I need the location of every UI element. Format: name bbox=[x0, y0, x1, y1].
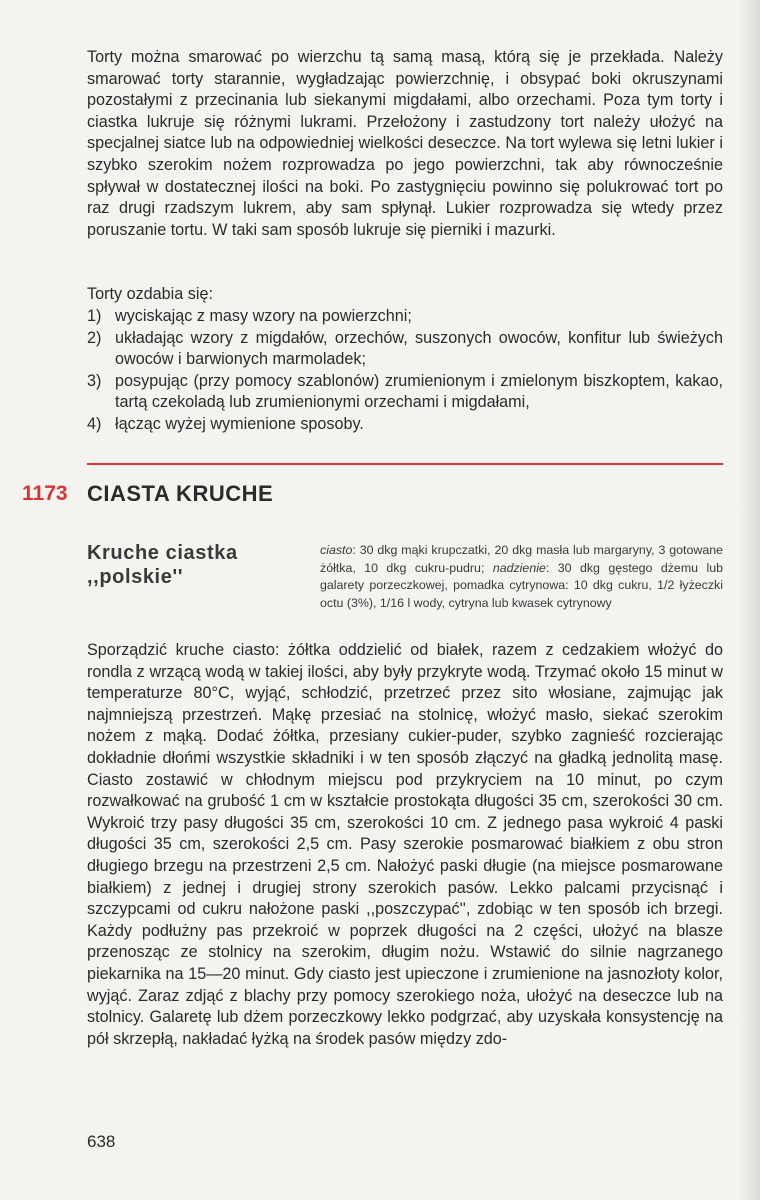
ingredients-text: : 30 dkg gęstego dżemu lub galarety porzeczkowej, pomadka cytrynowa: 10 dkg cukru, 1/2 łyżeczki octu (3%), 1/16 l wody, cytryna lub kwasek cytrynowy bbox=[320, 560, 723, 610]
list-item-number: 2) bbox=[87, 328, 102, 347]
page-edge-shadow bbox=[738, 0, 760, 1200]
recipe-title-line: ,,polskie'' bbox=[87, 566, 184, 588]
page-number: 638 bbox=[87, 1132, 116, 1151]
list-item-number: 3) bbox=[87, 371, 102, 390]
ingredients-label: ciasto bbox=[320, 543, 353, 557]
recipe-title bbox=[87, 541, 297, 589]
list-item bbox=[87, 306, 723, 328]
list-item-number: 1) bbox=[87, 307, 102, 325]
list-item bbox=[87, 328, 723, 371]
decorate-label: Torty ozdabia się: bbox=[87, 285, 213, 303]
ingredients-label: nadzienie bbox=[492, 560, 546, 575]
list-item bbox=[87, 414, 723, 436]
ingredients-text: : 30 dkg mąki krupczatki, 20 dkg masła lub margaryny, 3 gotowane żółtka, 10 dkg cukru-pudru; bbox=[320, 543, 723, 575]
ingredients-list bbox=[320, 542, 723, 612]
list-item-text: układając wzory z migdałów, orzechów, suszonych owoców, konfitur lub świeżych owoców i barwionych marmoladek; bbox=[115, 328, 723, 369]
list-item-text: posypując (przy pomocy szablonów) zrumienionym i zmielonym biszkoptem, kakao, tartą czekoladą lub zrumienionymi orzechami i migdałami, bbox=[115, 371, 723, 412]
list-item-number: 4) bbox=[87, 414, 102, 433]
section-title: CIASTA KRUCHE bbox=[87, 481, 274, 506]
list-item-text: wyciskając z masy wzory na powierzchni; bbox=[115, 307, 412, 325]
list-item bbox=[87, 371, 723, 414]
intro-paragraph: Torty można smarować po wierzchu tą samą masą, którą się je przekłada. Należy smarować torty starannie, wygładzając powierzchnię, i obsypać boki okruszynami pozostałymi z przecinania lub siekanymi migdałami, albo orzechami. Poza tym torty i ciastka lukruje się różnymi lukrami. Przełożony i zastudzony tort należy ułożyć na specjalnej siatce lub na odpowiedniej wielkości deseczce. Na tort wylewa się letni lukier i szybko szerokim nożem rozprowadza po jego powierzchni, tak aby równocześnie spływał w dostatecznej ilości na boki. Po zastygnięciu powinno się polukrować tort po raz drugi rzadszym lukrem, aby sam spłynął. Lukier rozprowadza się wtedy przez poruszanie tortu. W taki sam sposób lukruje się pierniki i mazurki. bbox=[87, 48, 723, 239]
section-divider bbox=[87, 463, 723, 465]
method-paragraph: Sporządzić kruche ciasto: żółtka oddzielić od białek, razem z cedzakiem włożyć do rondla z wrzącą wodą w takiej ilości, aby były przykryte wodą. Trzymać około 15 minut w temperaturze 80°C, wyjąć, schłodzić, przetrzeć przez sito włosiane, zajmując jak najmniejszą przestrzeń. Mąkę przesiać na stolnicę, włożyć masło, siekać szerokim nożem z mąką. Dodać żółtka, przesiany cukier-puder, szybko zagnieść rozcierając dokładnie dłońmi wszystkie składniki i w ten sposób złączyć na gładką jednolitą masę. Ciasto zostawić w chłodnym miejscu pod przykryciem na 10 minut, po czym rozwałkować na grubość 1 cm w kształcie prostokąta długości 35 cm, szerokości 30 cm. Wykroić trzy pasy długości 35 cm, szerokości 10 cm. Z jednego pasa wykroić 4 paski długości 35 cm, szerokości 2,5 cm. Pasy szerokie posmarować białkiem z obu stron długiego brzegu na przestrzeni 2,5 cm. Nałożyć paski długie (na miejsce posmarowane białkiem) z jednej i drugiej strony szerokich pasów. Lekko palcami przycisnąć i szczypcami od cukru nałożone paski ,,poszczypać'', zdobiąc w ten sposób ich brzegi. Każdy podłużny pas przekroić w poprzek długości na 2 części, ułożyć na blasze przenosząc ze stolnicy na szerokim, długim nożu. Wstawić do silnie nagrzanego piekarnika na 15—20 minut. Gdy ciasto jest upieczone i zrumienione na jasnozłoty kolor, wyjąć. Zaraz zdjąć z blachy przy pomocy szerokiego noża, ułożyć na deseczce lub na stolnicy. Galaretę lub dżem porzeczkowy lekko podgrzać, aby uzyskała konsystencję na pół skrzepłą, nakładać łyżką na środek pasów między zdo- bbox=[87, 641, 723, 1048]
decorate-list bbox=[87, 306, 723, 436]
recipe-title-line: Kruche ciastka bbox=[87, 542, 238, 564]
section-number: 1173 bbox=[22, 482, 68, 505]
list-item-text: łącząc wyżej wymienione sposoby. bbox=[115, 414, 364, 433]
